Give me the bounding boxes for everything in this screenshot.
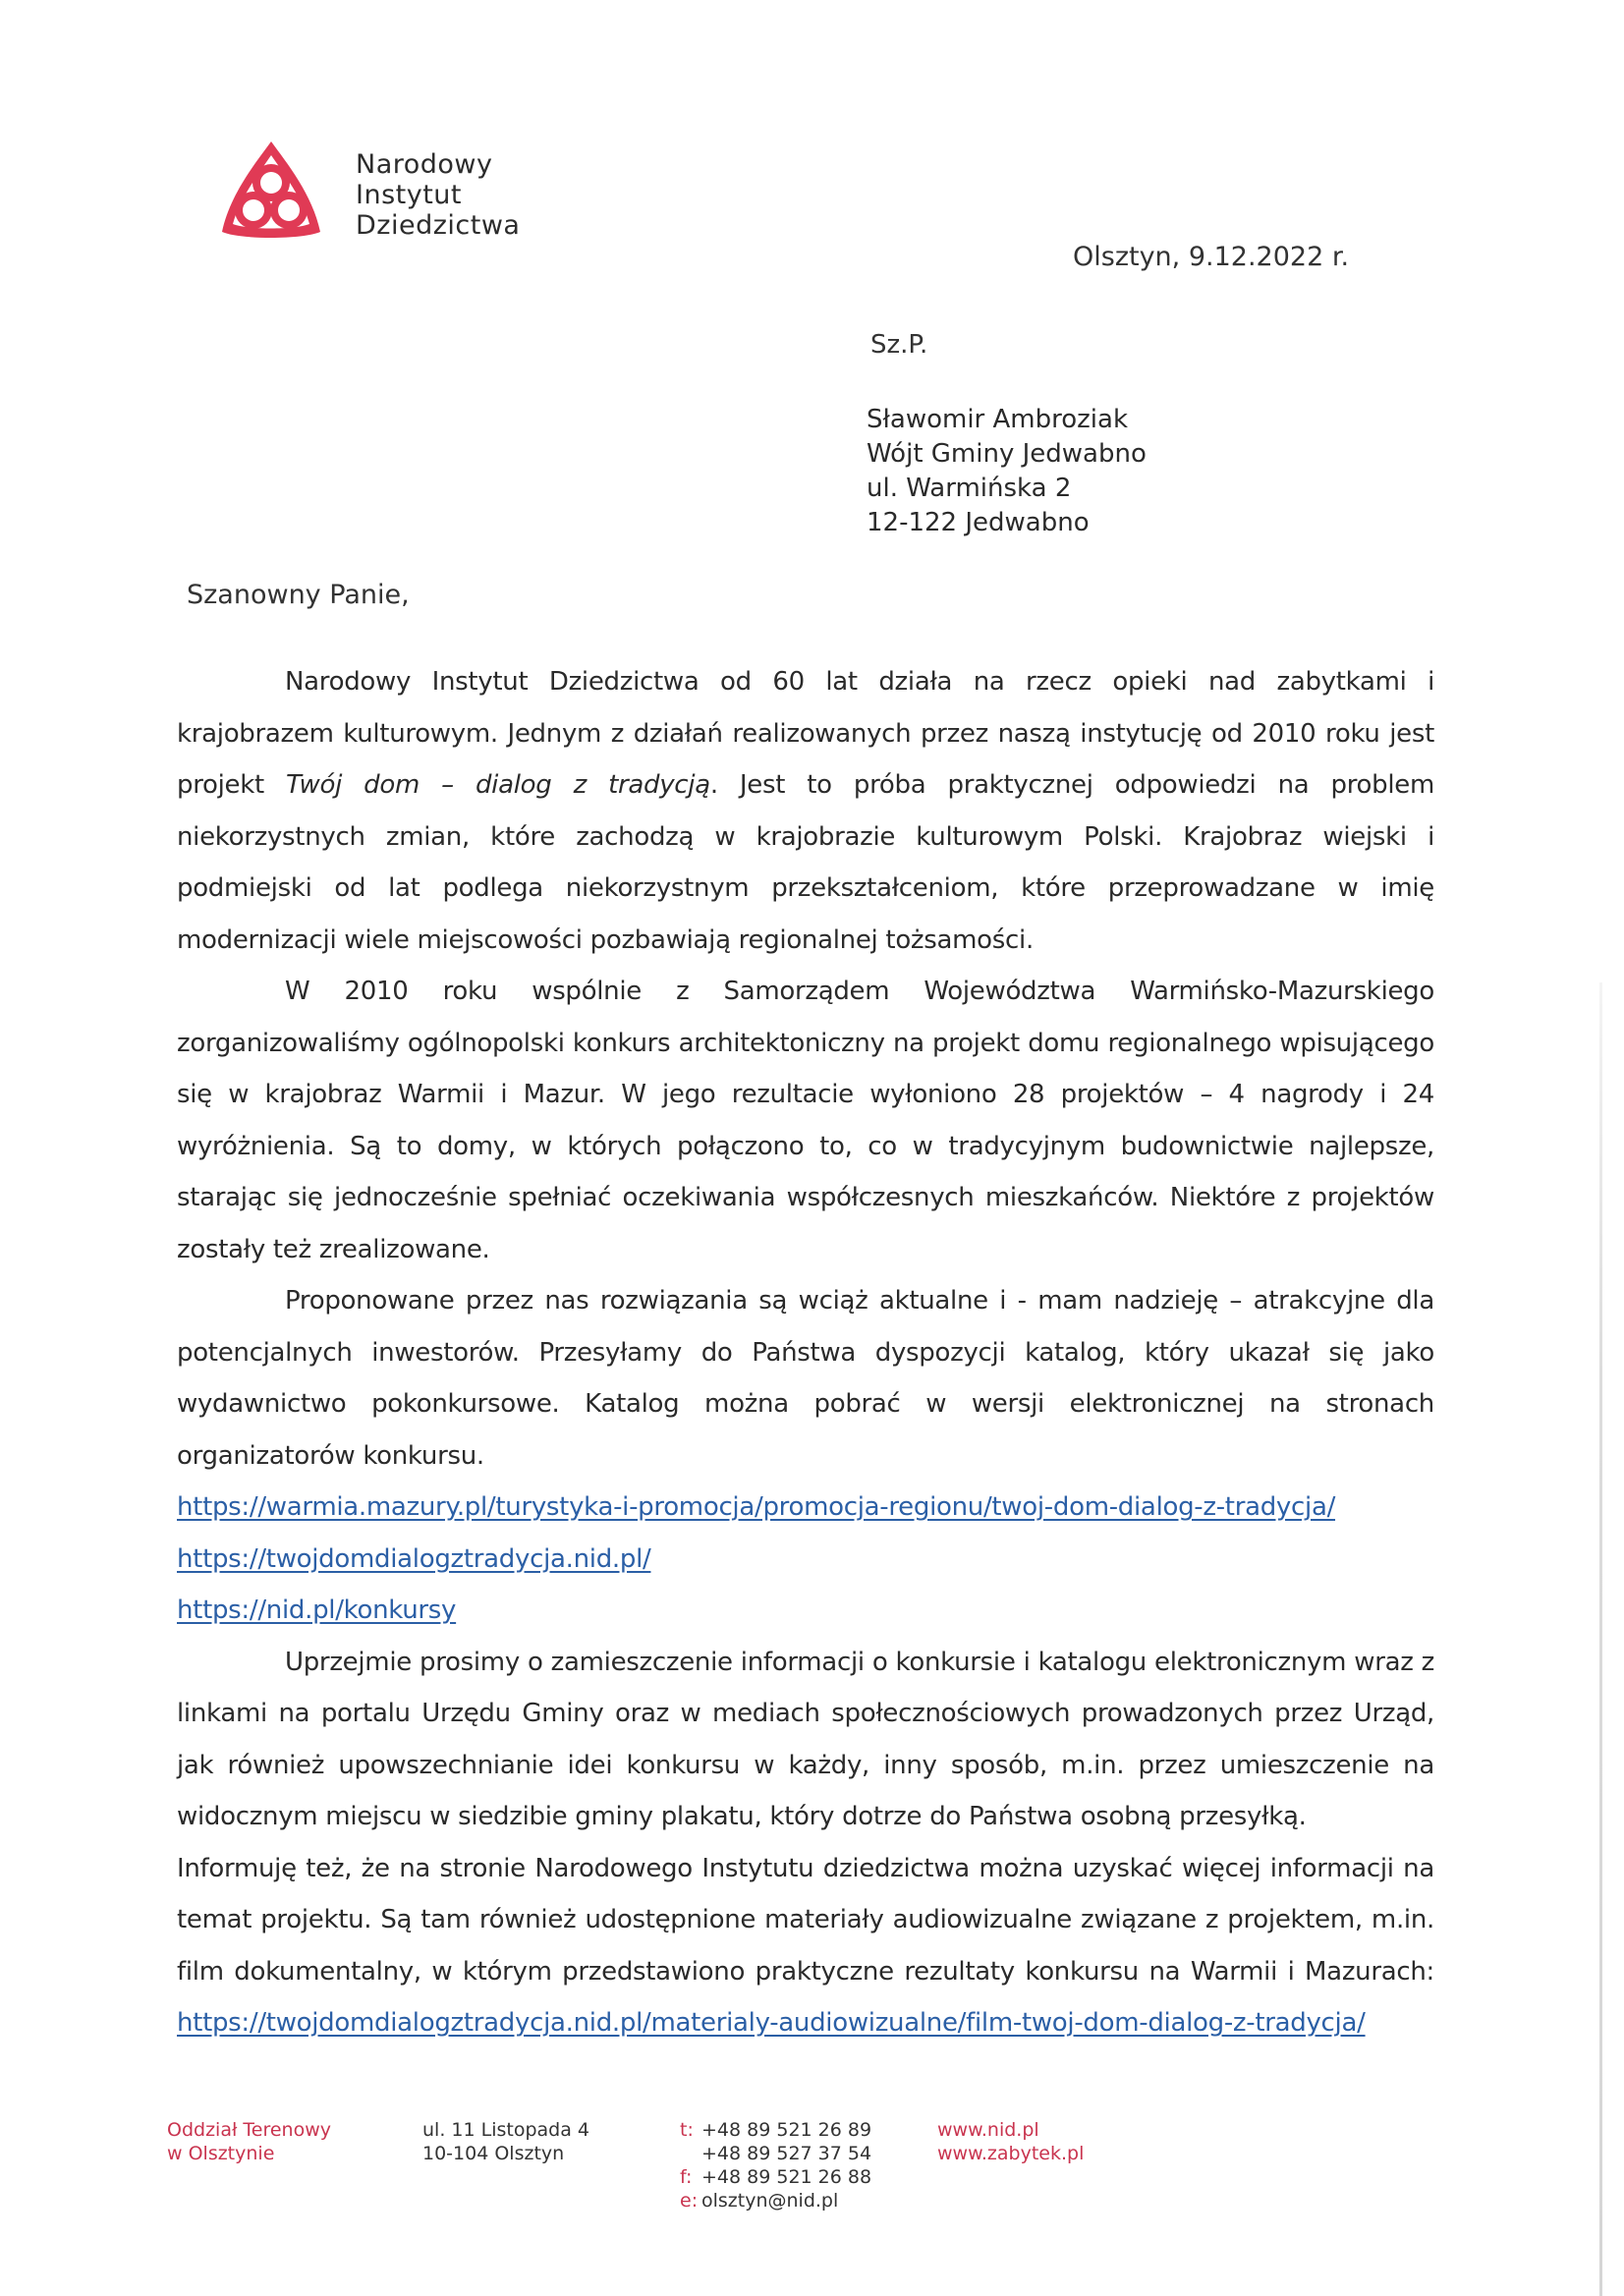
scan-edge-line: [1599, 982, 1602, 2296]
recipient-address: [867, 403, 1147, 540]
paragraph-4: Uprzejmie prosimy o zamieszczenie informacji o konkursie i katalogu elektronicznym wraz z linkami na portalu Urzędu Gminy oraz w mediach społecznościowych prowadzonych przez Urząd, jak również upowszechnianie idei konkursu w każdy, inny sposób, m.in. przez umieszczenie na widocznym miejscu w siedzibie gminy plakatu, który dotrze do Państwa osobną przesyłką.: [177, 1647, 1434, 1831]
greeting: Szanowny Panie,: [187, 580, 410, 610]
address-line: 10-104 Olsztyn: [422, 2143, 565, 2164]
website-link[interactable]: www.nid.pl: [937, 2119, 1039, 2141]
footer-address: [422, 2118, 589, 2165]
branch-line: w Olsztynie: [167, 2143, 275, 2164]
footer-branch: [167, 2118, 331, 2165]
footer-contact: [680, 2118, 871, 2212]
link-nid-konkursy[interactable]: https://nid.pl/konkursy: [177, 1596, 457, 1625]
recipient-line: Sławomir Ambroziak: [867, 405, 1129, 434]
address-line: ul. 11 Listopada 4: [422, 2119, 589, 2141]
footer-websites: [937, 2118, 1084, 2165]
phone-value: +48 89 521 26 89: [701, 2119, 872, 2141]
website-link[interactable]: www.zabytek.pl: [937, 2143, 1085, 2164]
paragraph-text: Informuję też, że na stronie Narodowego Instytutu dziedzictwa można uzyskać więcej informacji na temat projektu. Są tam również udostępnione materiały audiowizualne związane z projektem, m.in. film dokumentalny, w którym przedstawiono praktyczne rezultaty konkursu na Warmii i Mazurach:: [177, 1853, 1434, 1987]
paragraph-3: Proponowane przez nas rozwiązania są wciąż aktualne i - mam nadzieję – atrakcyjne dla potencjalnych inwestorów. Przesyłamy do Państwa dyspozycji katalog, który ukazał się jako wydawnictwo pokonkursowe. Katalog można pobrać w wersji elektronicznej na stronach organizatorów konkursu.: [177, 1286, 1434, 1471]
paragraph-2: W 2010 roku wspólnie z Samorządem Województwa Warmińsko-Mazurskiego zorganizowaliśmy ogólnopolski konkurs architektoniczny na projekt domu regionalnego wpisującego się w krajobraz Warmii i Mazur. W jego rezultacie wyłoniono 28 projektów – 4 nagrody i 24 wyróżnienia. Są to domy, w których połączono to, co w tradycyjnym budownictwie najlepsze, starając się jednocześnie spełniać oczekiwania współczesnych mieszkańców. Niektóre z projektów zostały też zrealizowane.: [177, 977, 1434, 1264]
letter-date: Olsztyn, 9.12.2022 r.: [1073, 242, 1350, 272]
paragraph-text: . Jest to próba praktycznej odpowiedzi na problem niekorzystnych zmian, które zachodzą w krajobrazie kulturowym Polski. Krajobraz wiejski i podmiejski od lat podlega niekorzystnym przekształceniom, które przeprowadzane w imię modernizacji wiele miejscowości pozbawiają regionalnej tożsamości.: [177, 770, 1434, 955]
contact-phone-1: [680, 2118, 871, 2142]
recipient-line: ul. Warmińska 2: [867, 474, 1072, 503]
nid-logo-icon: [218, 138, 324, 244]
org-name: [356, 149, 520, 241]
link-film[interactable]: https://twojdomdialogztradycja.nid.pl/materialy-audiowizualne/film-twoj-dom-dialog-z-tradycja/: [177, 2008, 1366, 2038]
letter-body: [177, 656, 1434, 2049]
contact-phone-2: [680, 2142, 871, 2165]
paragraph-5: [177, 1843, 1434, 2049]
paragraph-1: [177, 656, 1434, 966]
branch-line: Oddział Terenowy: [167, 2119, 332, 2141]
fax-value: +48 89 521 26 88: [701, 2166, 872, 2188]
contact-email: [680, 2189, 871, 2212]
contact-fax: [680, 2165, 871, 2189]
paragraph-text: Narodowy Instytut Dziedzictwa od 60 lat działa na rzecz opieki nad zabytkami i krajobrazem kulturowym. Jednym z działań realizowanych przez naszą instytucję od 2010 roku jest projekt: [177, 667, 1434, 800]
fax-label: f:: [680, 2166, 693, 2188]
link-warmia-mazury[interactable]: https://warmia.mazury.pl/turystyka-i-promocja/promocja-regionu/twoj-dom-dialog-z-tradycja/: [177, 1492, 1336, 1522]
org-name-line: Instytut: [356, 180, 462, 210]
phone-label: t:: [680, 2119, 694, 2141]
link-twojdom-site[interactable]: https://twojdomdialogztradycja.nid.pl/: [177, 1543, 651, 1574]
honorific: Sz.P.: [870, 330, 928, 360]
recipient-line: 12-122 Jedwabno: [867, 508, 1090, 537]
project-title: Twój dom – dialog z tradycją: [286, 770, 710, 800]
org-name-line: Narodowy: [356, 149, 493, 180]
org-name-line: Dziedzictwa: [356, 210, 521, 241]
email-label: e:: [680, 2190, 699, 2212]
email-value: olsztyn@nid.pl: [701, 2190, 839, 2212]
phone-value: +48 89 527 37 54: [701, 2143, 872, 2164]
recipient-line: Wójt Gminy Jedwabno: [867, 439, 1147, 469]
